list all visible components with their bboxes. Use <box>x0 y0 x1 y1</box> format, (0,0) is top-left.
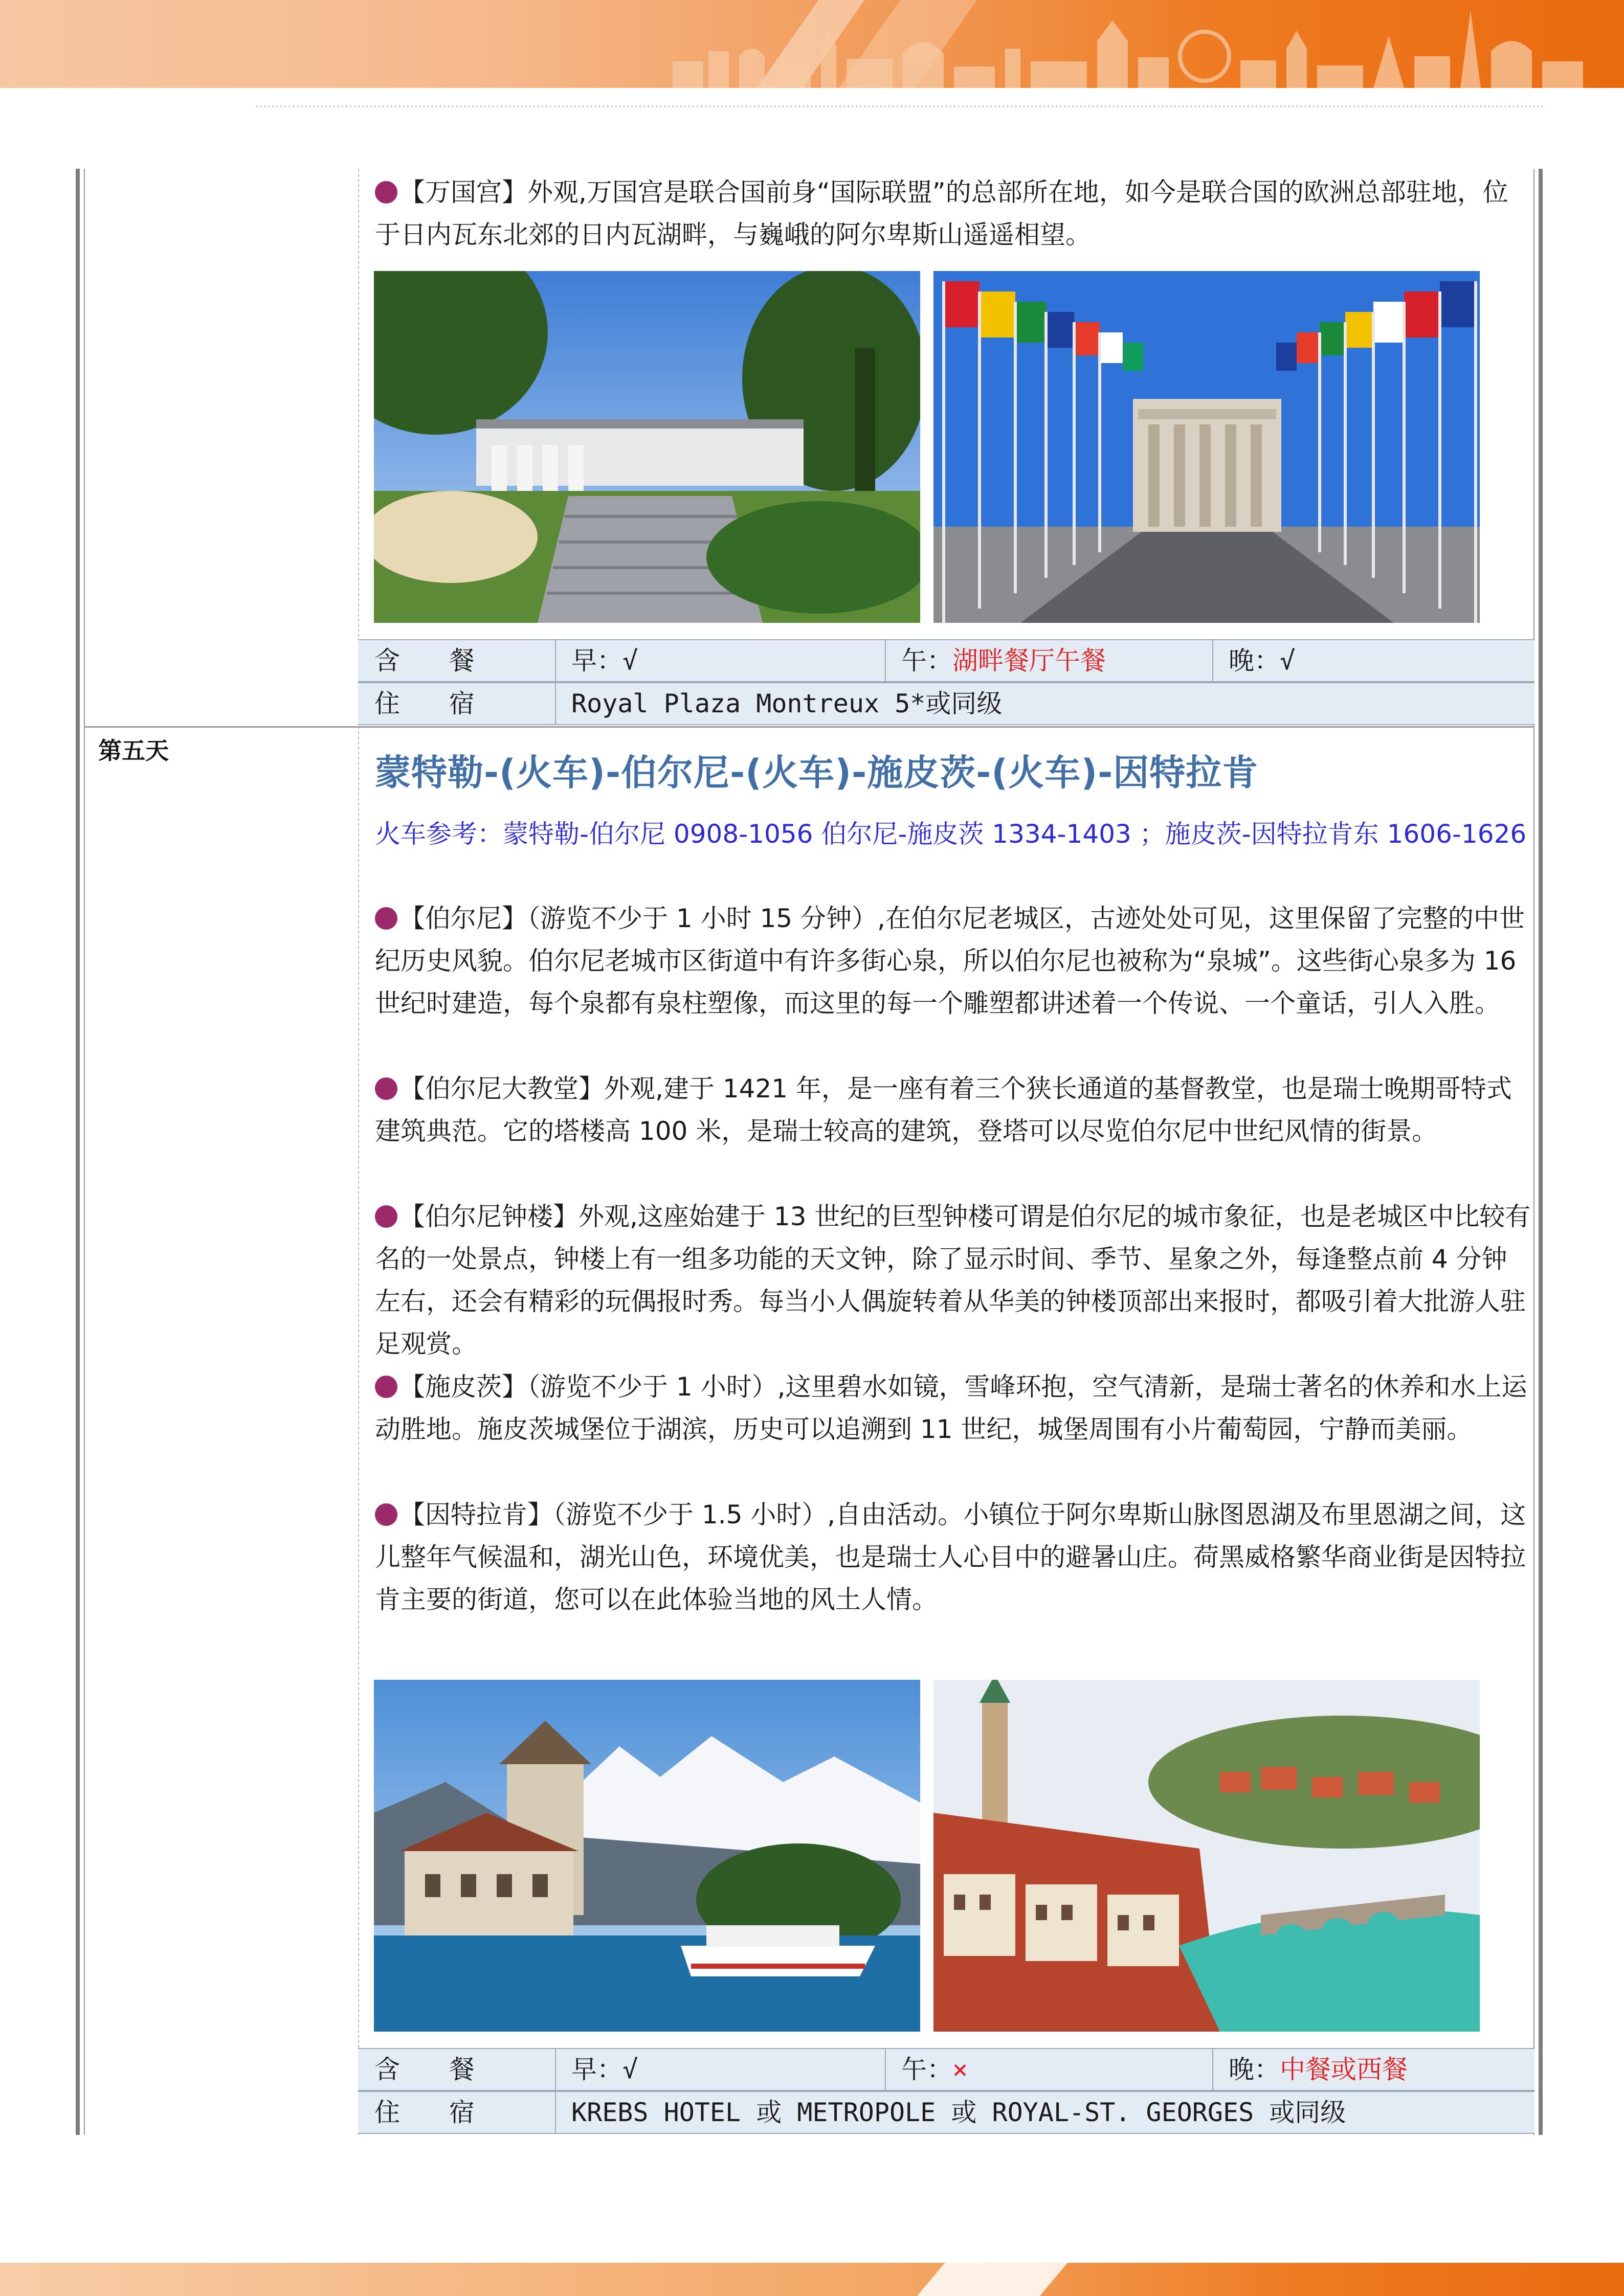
photo-flags-avenue <box>933 271 1480 623</box>
attraction-bern-minster <box>375 1068 1531 1153</box>
attraction-text: 【因特拉肯】（游览不少于 1.5 小时）,自由活动。小镇位于阿尔卑斯山脉图恩湖及布里恩湖之间，这儿整年气候温和，湖光山色，环境优美，也是瑞士人心目中的避暑山庄。荷黑威格繁华商业街是因特拉肯主要的街道，您可以在此体验当地的风土人情。 <box>375 1500 1526 1614</box>
bullet-dot-icon <box>375 907 397 930</box>
lunch-cell: 午：湖畔餐厅午餐 <box>885 640 1212 681</box>
header-banner <box>0 0 1624 88</box>
hotel-label: 住 宿 <box>374 2098 495 2127</box>
photo-bern-old-town <box>933 1680 1480 2032</box>
hotel-row-day5 <box>358 2091 1534 2134</box>
header-rule <box>256 105 1545 107</box>
attraction-text: 【伯尔尼大教堂】外观,建于 1421 年，是一座有着三个狭长通道的基督教堂，也是瑞士晚期哥特式建筑典范。它的塔楼高 100 米，是瑞士较高的建筑，登塔可以尽览伯尔尼中世纪风情的街景。 <box>375 1074 1512 1146</box>
day-separator <box>85 726 1533 728</box>
hotel-label: 住 宿 <box>374 689 495 718</box>
attraction-text: 【施皮茨】（游览不少于 1 小时）,这里碧水如镜，雪峰环抱，空气清新，是瑞士著名的休养和水上运动胜地。施皮茨城堡位于湖滨，历史可以追溯到 11 世纪，城堡周围有小片葡萄园，宁静而美丽。 <box>375 1372 1527 1444</box>
bullet-dot-icon <box>375 1205 397 1228</box>
hotel-row <box>358 682 1534 725</box>
attraction-text: 【万国宫】外观,万国宫是联合国前身“国际联盟”的总部所在地，如今是联合国的欧洲总部驻地，位于日内瓦东北郊的日内瓦湖畔，与巍峨的阿尔卑斯山遥遥相望。 <box>375 177 1508 250</box>
attraction-spiez <box>375 1366 1531 1451</box>
meals-row <box>358 639 1534 682</box>
skyline-decoration <box>652 0 1624 88</box>
attraction-text: 【伯尔尼钟楼】外观,这座始建于 13 世纪的巨型钟楼可谓是伯尔尼的城市象征，也是老城区中比较有名的一处景点，钟楼上有一组多功能的天文钟，除了显示时间、季节、星象之外，每逢整点前 4 分钟左右，还会有精彩的玩偶报时秀。每当小人偶旋转着从华美的钟楼顶部出来报时，都吸引着大批游人驻足观赏。 <box>375 1202 1531 1359</box>
attraction-bern <box>375 897 1531 1025</box>
lunch-cell: 午：× <box>885 2049 1212 2090</box>
attraction-interlaken <box>375 1494 1531 1621</box>
dinner-cell: 晚：√ <box>1212 640 1534 681</box>
hotel-value: KREBS HOTEL 或 METROPOLE 或 ROYAL-ST. GEORGES 或同级 <box>555 2092 1534 2133</box>
photo-olympic-museum <box>374 271 920 623</box>
table-border-left <box>76 169 85 2135</box>
train-reference: 火车参考：蒙特勒-伯尔尼 0908-1056 伯尔尼-施皮茨 1334-1403 ；施皮茨-因特拉肯东 1606-1626 <box>375 819 1527 849</box>
day-label: 第五天 <box>98 737 169 764</box>
dinner-cell: 晚：中餐或西餐 <box>1212 2049 1534 2090</box>
meals-row-day5 <box>358 2048 1534 2091</box>
meals-label: 含 餐 <box>374 646 495 676</box>
table-border-right <box>1533 169 1543 2135</box>
hotel-value: Royal Plaza Montreux 5*或同级 <box>555 683 1534 724</box>
column-separator <box>358 169 359 2135</box>
breakfast-cell: 早：√ <box>555 640 885 681</box>
bullet-dot-icon <box>375 181 397 204</box>
breakfast-cell: 早：√ <box>555 2049 885 2090</box>
photo-oberhofen-castle <box>374 1680 920 2032</box>
bullet-dot-icon <box>375 1376 397 1398</box>
bullet-dot-icon <box>375 1077 397 1100</box>
day-title: 蒙特勒-(火车)-伯尔尼-(火车)-施皮茨-(火车)-因特拉肯 <box>375 752 1259 794</box>
footer-banner <box>0 2263 1624 2296</box>
meals-label: 含 餐 <box>374 2055 495 2084</box>
attraction-zytglogge <box>375 1196 1531 1365</box>
bullet-dot-icon <box>375 1503 397 1526</box>
attraction-palais-des-nations <box>375 171 1531 256</box>
attraction-text: 【伯尔尼】（游览不少于 1 小时 15 分钟）,在伯尔尼老城区，古迹处处可见，这里保留了完整的中世纪历史风貌。伯尔尼老城市区街道中有许多街心泉，所以伯尔尼也被称为“泉城”。这些街心泉多为 16 世纪时建造，每个泉都有泉柱塑像，而这里的每一个雕塑都讲述着一个传说、一个童话，引人入胜。 <box>375 904 1525 1018</box>
